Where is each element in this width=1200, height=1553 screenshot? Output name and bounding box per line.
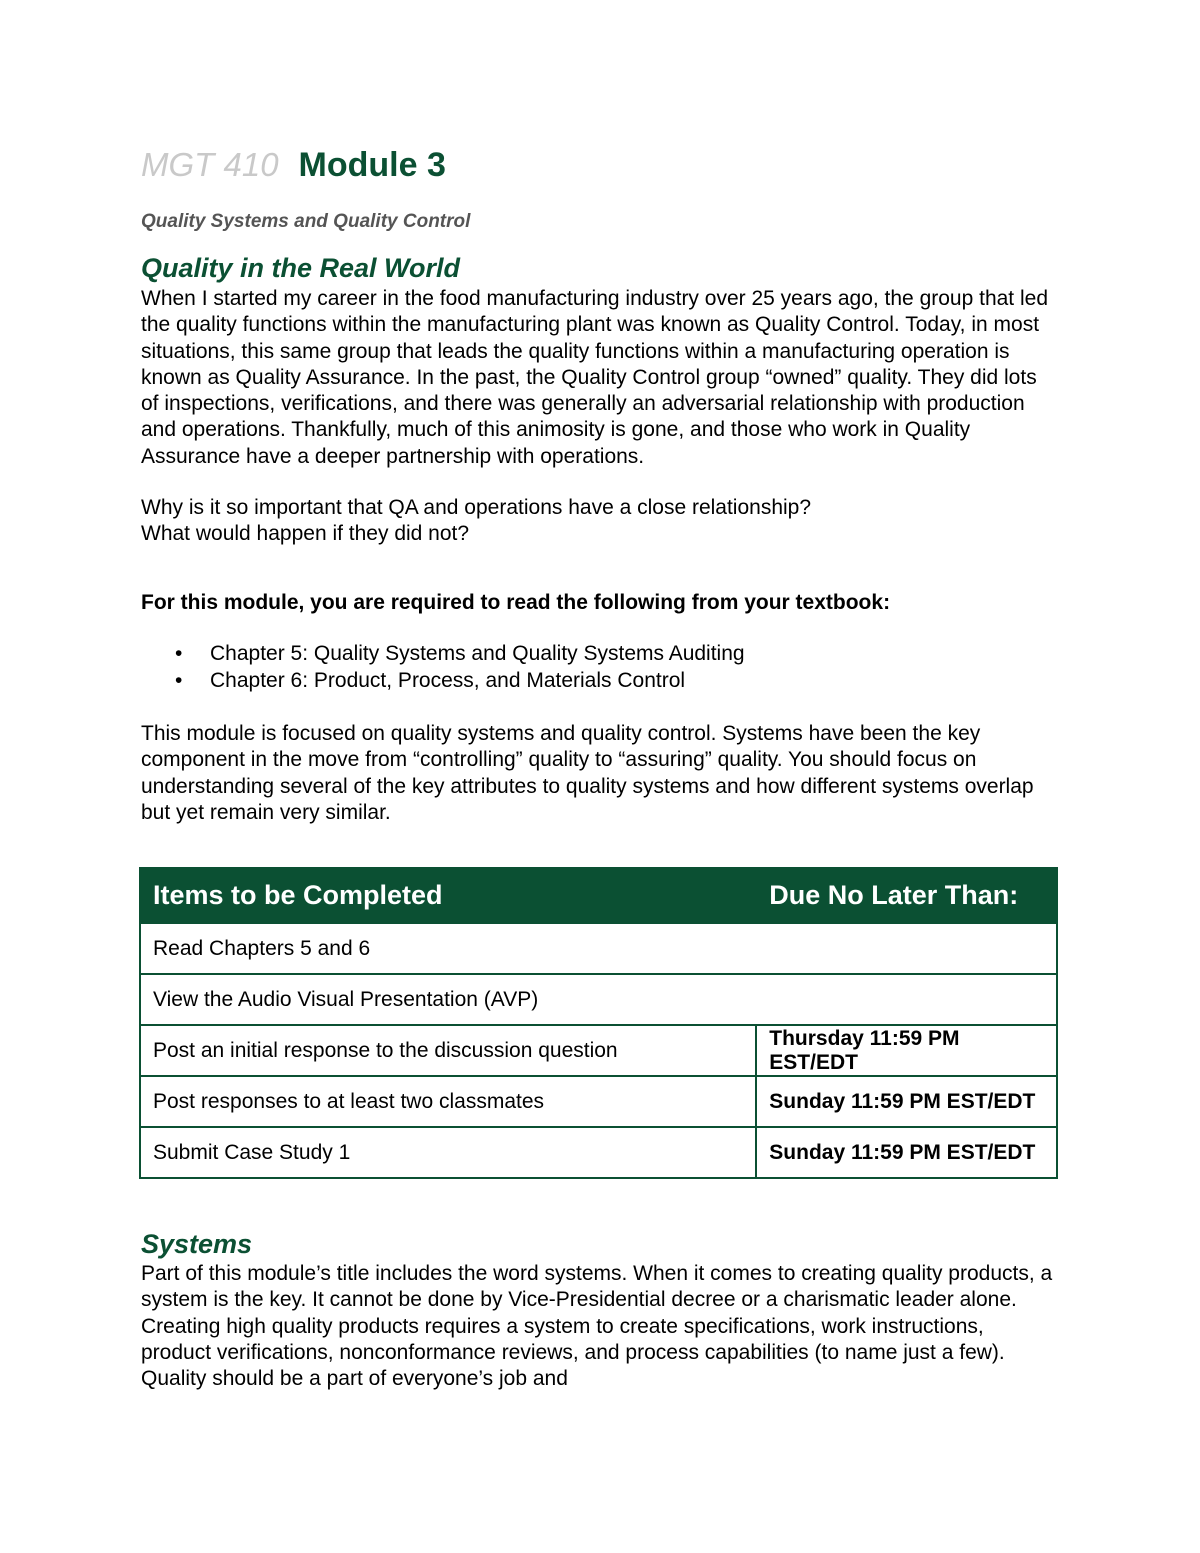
due-cell: Sunday 11:59 PM EST/EDT xyxy=(756,1127,1057,1178)
task-cell: View the Audio Visual Presentation (AVP) xyxy=(140,974,1057,1025)
table-row xyxy=(140,923,1057,974)
course-code: MGT 410 xyxy=(141,146,279,183)
reading-list xyxy=(141,641,745,694)
due-cell: Thursday 11:59 PM EST/EDT xyxy=(756,1025,1057,1076)
page-title xyxy=(141,147,446,184)
module-title: Module 3 xyxy=(298,146,446,184)
task-cell: Submit Case Study 1 xyxy=(140,1127,756,1178)
heading-systems: Systems xyxy=(141,1229,253,1259)
tasks-table xyxy=(139,867,1058,1179)
header-due: Due No Later Than: xyxy=(756,868,1057,923)
real-world-paragraph: When I started my career in the food manufacturing industry over 25 years ago, the group that led the quality functions within the manufacturing plant was known as Quality Control. Today, in most situations, this same group that leads the quality functions within a manufacturing operation is known as Quality Assurance. In the past, the Quality Control group “owned” quality. They did lots of inspections, verifications, and there was generally an adversarial relationship with production and operations. Thankfully, much of this animosity is gone, and those who work in Quality Assurance have a deeper partnership with operations. xyxy=(141,287,1048,468)
list-item: • Chapter 5: Quality Systems and Quality Systems Auditing xyxy=(141,641,745,668)
task-cell: Post an initial response to the discussion question xyxy=(140,1025,756,1076)
module-focus-paragraph: This module is focused on quality systems and quality control. Systems have been the key component in the move from “controlling” quality to “assuring” quality. You should focus on understanding several of the key attributes to quality systems and how different systems overlap but yet remain very similar. xyxy=(141,722,1034,824)
header-items: Items to be Completed xyxy=(140,868,756,923)
heading-quality-real-world: Quality in the Real World xyxy=(141,253,461,283)
systems-paragraph: Part of this module’s title includes the word systems. When it comes to creating quality products, a system is the key. It cannot be done by Vice-Presidential decree or a charismatic leader alone. Creating high quality products requires a system to create specifications, work instructions, product verifications, nonconformance reviews, and process capabilities (to name just a few). Quality should be a part of everyone’s job and xyxy=(141,1262,1053,1391)
question-relationship: Why is it so important that QA and operations have a close relationship? xyxy=(141,496,812,519)
reading-intro: For this module, you are required to read the following from your textbook: xyxy=(141,591,891,614)
task-cell: Read Chapters 5 and 6 xyxy=(140,923,1057,974)
module-subtitle: Quality Systems and Quality Control xyxy=(141,211,471,232)
due-cell: Sunday 11:59 PM EST/EDT xyxy=(756,1076,1057,1127)
task-cell: Post responses to at least two classmates xyxy=(140,1076,756,1127)
table-row xyxy=(140,1127,1057,1178)
list-item: • Chapter 6: Product, Process, and Materials Control xyxy=(141,668,745,695)
table-row xyxy=(140,1025,1057,1076)
table-row xyxy=(140,974,1057,1025)
question-what-if: What would happen if they did not? xyxy=(141,522,470,545)
table-header-row xyxy=(140,868,1057,923)
table-row xyxy=(140,1076,1057,1127)
